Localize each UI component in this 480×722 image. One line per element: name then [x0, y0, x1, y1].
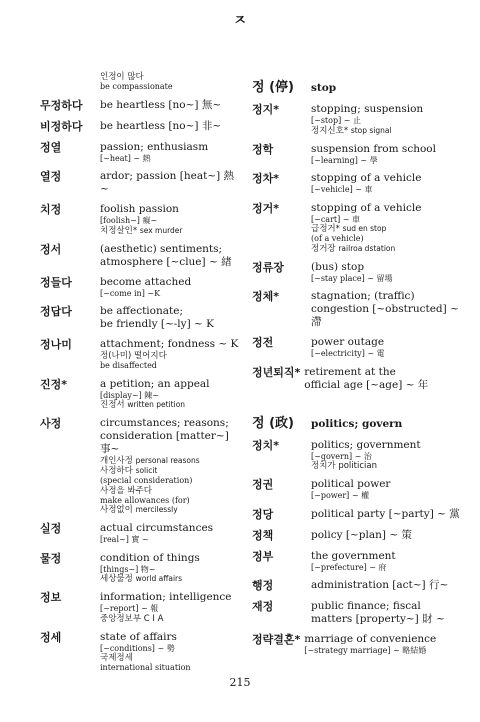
dictionary-entry: [252, 600, 462, 626]
entry-body: [100, 243, 240, 269]
entry-body: [311, 143, 462, 166]
dictionary-entry: [40, 276, 240, 299]
dictionary-entry: [40, 378, 240, 411]
entry-korean-example-text: 사정을 봐주다: [100, 485, 152, 496]
entry-note-text: make allowances (for): [100, 495, 190, 505]
entry-headword: 정학: [252, 142, 274, 156]
entry-headword: 재정: [252, 600, 274, 613]
entry-body: [311, 202, 462, 254]
entry-note: [311, 156, 462, 166]
entry-definition-text: be heartless [no~] 無~: [100, 98, 222, 111]
entry-headword: 정당: [252, 507, 274, 521]
entry-definition-text: suspension from school: [311, 142, 436, 155]
entry-korean-example: [100, 614, 240, 624]
entry-definition: [100, 552, 240, 565]
entry-body: [100, 99, 240, 113]
entry-definition-text: information; intelligence: [100, 591, 232, 603]
entry-definition: [311, 290, 462, 303]
entry-note-text: [~power] ~ 權: [311, 491, 370, 500]
entry-body: [311, 508, 462, 522]
example-gloss: solicit: [135, 466, 158, 475]
entry-korean-example-text: 급정거*: [311, 224, 340, 234]
entry-body: [100, 203, 240, 236]
entry-definition-text: be affectionate;: [100, 305, 183, 317]
entry-note: [100, 496, 240, 506]
entry-headword: 정체*: [252, 290, 280, 303]
entry-note: [100, 535, 240, 545]
entry-definition: [311, 508, 462, 521]
entry-definition-text: stopping of a vehicle: [311, 172, 422, 184]
example-gloss: mercilessly: [135, 505, 178, 514]
entry-note: [311, 215, 462, 225]
entry-definition: [100, 120, 240, 133]
entry-headword: [40, 72, 100, 92]
entry-headword: 비정하다: [40, 119, 83, 133]
entry-korean-example-text: 정거장: [311, 243, 336, 254]
entry-note-text: be compassionate: [100, 82, 173, 91]
entry-note-text: [things~] 物~: [100, 564, 156, 574]
dictionary-entry: [40, 591, 240, 624]
entry-note-text: [display~] 陳~: [100, 390, 159, 400]
entry-korean-example: [311, 224, 462, 234]
entry-headword: 정차*: [252, 172, 280, 185]
entry-korean-example: [100, 72, 240, 82]
dictionary-entry: [252, 633, 462, 656]
dictionary-entry: [252, 143, 462, 166]
entry-note: [100, 391, 240, 401]
entry-note: [311, 185, 462, 195]
dictionary-entry: [40, 72, 240, 92]
section-headword: 정 (政): [252, 415, 294, 431]
entry-note: [311, 349, 462, 359]
entry-definition-text: congestion [~obstructed] ~ 滯: [311, 303, 459, 328]
entry-body: [311, 579, 462, 593]
entry-korean-example-text: 국제정세: [100, 653, 133, 663]
entry-definition: [311, 143, 462, 156]
page-number: 215: [229, 676, 251, 689]
entry-definition-text: (aesthetic) sentiments;: [100, 242, 223, 255]
entry-note: [311, 234, 462, 244]
entry-body: [311, 103, 462, 136]
entry-korean-example-text: 중앙정보부 C I A: [100, 613, 164, 624]
entry-definition: [100, 256, 240, 269]
example-gloss: written petition: [127, 400, 186, 409]
entry-note-text: international situation: [100, 663, 191, 672]
example-gloss: personal reasons: [135, 456, 200, 465]
entry-body: [311, 550, 462, 573]
entry-note-text: [~strategy marriage] ~ 略結婚: [304, 646, 427, 655]
entry-definition: [311, 613, 462, 626]
section-gap: [252, 399, 462, 408]
entry-definition: [311, 336, 462, 349]
entry-note: [100, 565, 240, 575]
entry-korean-example: [100, 456, 240, 466]
entry-korean-example: [100, 351, 240, 361]
entry-definition-text: foolish passion: [100, 203, 179, 215]
entry-headword: 실정: [40, 522, 62, 535]
entry-body: [100, 378, 240, 411]
entry-definition: [311, 550, 462, 563]
dictionary-entry: [40, 141, 240, 164]
entry-definition-text: state of affairs: [100, 630, 177, 643]
entry-headword: 무정하다: [40, 98, 83, 112]
entry-definition-text: condition of things: [100, 551, 200, 564]
entry-korean-example-text: 정치가 politician: [311, 461, 377, 471]
entry-definition: [311, 579, 462, 592]
left-column: [40, 72, 240, 680]
entry-definition: [311, 303, 462, 329]
dictionary-entry: [252, 508, 462, 522]
entry-korean-example: [311, 244, 462, 254]
entry-headword: 정거*: [252, 201, 280, 215]
example-gloss: sex murder: [139, 225, 183, 235]
entry-note: [311, 274, 462, 284]
entry-korean-example: [311, 461, 462, 471]
entry-definition-text: passion; enthusiasm: [100, 140, 209, 153]
entry-headword: 정치*: [252, 438, 280, 452]
entry-definition-text: political party [~party] ~ 黨: [311, 507, 460, 520]
entry-definition-text: circumstances; reasons;: [100, 417, 229, 429]
entry-definition: [100, 591, 240, 604]
dictionary-entry: [252, 439, 462, 472]
entry-body: [100, 591, 240, 624]
entry-definition: [100, 318, 240, 331]
dictionary-entry: [40, 552, 240, 585]
entry-definition: [100, 522, 240, 535]
entry-definition: [311, 478, 462, 491]
entry-definition: [304, 379, 462, 392]
example-gloss: world affairs: [135, 574, 183, 583]
entry-korean-example-text: 정(나미) 떨어지다: [100, 351, 167, 361]
entry-headword: 정답다: [40, 305, 72, 318]
entry-note: [100, 154, 240, 164]
entry-headword: 정류장: [252, 260, 284, 274]
entry-body: [311, 478, 462, 501]
right-column: [252, 72, 462, 663]
entry-definition-text: consideration [matter~] 事~: [100, 430, 229, 455]
entry-definition-text: stopping; suspension: [311, 103, 424, 115]
entry-note: [311, 452, 462, 462]
entry-body: [100, 522, 240, 545]
entry-definition-text: stagnation; (traffic): [311, 290, 415, 302]
entry-definition: [304, 633, 462, 646]
entry-headword: 정부: [252, 549, 274, 563]
entry-definition-text: ardor; passion [heat~] 熱~: [100, 170, 235, 195]
entry-note: [311, 116, 462, 126]
entry-headword: 정전: [252, 336, 274, 349]
dictionary-entry: [252, 579, 462, 593]
entry-note-text: [~conditions] ~ 勢: [100, 643, 175, 653]
entry-korean-example-text: 인정이 많다: [100, 72, 144, 82]
entry-headword: 진정*: [40, 377, 68, 391]
entry-note: [100, 216, 240, 226]
entry-note: [100, 476, 240, 486]
entry-definition: [100, 430, 240, 456]
section-headword: 정 (停): [252, 80, 294, 95]
entry-definition-text: policy [~plan] ~ 策: [311, 528, 412, 541]
dictionary-entry: [252, 366, 462, 392]
entry-headword: 정권: [252, 478, 274, 491]
dictionary-entry: [252, 478, 462, 501]
entry-headword: 정보: [40, 591, 62, 604]
entry-definition: [311, 172, 462, 185]
entry-body: [100, 72, 240, 92]
entry-definition: [100, 243, 240, 256]
entry-headword: 정서: [40, 242, 62, 256]
entry-headword: 정들다: [40, 275, 72, 289]
dictionary-entry: [252, 172, 462, 195]
entry-headword: 정열: [40, 140, 62, 154]
dictionary-entry: [40, 99, 240, 113]
entry-headword: 정지*: [252, 103, 280, 116]
entry-definition: [311, 261, 462, 274]
entry-headword: 물정: [40, 551, 62, 565]
entry-definition-text: stopping of a vehicle: [311, 201, 422, 214]
entry-definition: [311, 600, 462, 613]
page-header: ㅈ: [233, 13, 247, 29]
entry-body: [311, 172, 462, 195]
entry-definition-text: marriage of convenience: [304, 633, 437, 645]
section-meaning: stop: [311, 82, 337, 94]
example-gloss: railroa dstation: [338, 243, 396, 253]
entry-definition-text: be friendly [~-ly] ~ K: [100, 318, 215, 330]
dictionary-entry: [252, 290, 462, 329]
entry-korean-example-text: 세상물정: [100, 574, 133, 584]
entry-korean-example: [100, 466, 240, 476]
entry-definition: [100, 305, 240, 318]
section-meaning: politics; govern: [311, 417, 403, 430]
entry-note-text: [~vehicle] ~ 車: [311, 185, 373, 194]
entry-note-text: [~stop] ~ 止: [311, 116, 361, 125]
entry-body: [311, 439, 462, 472]
entry-headword: 열정: [40, 170, 62, 183]
entry-note-text: be disaffected: [100, 361, 157, 370]
entry-note-text: [~learning] ~ 學: [311, 155, 378, 165]
entry-definition: [100, 631, 240, 644]
entry-definition-text: attachment; fondness ~ K: [100, 338, 239, 350]
entry-headword: 치정: [40, 203, 62, 216]
entry-body: [304, 366, 462, 392]
section-heading: [252, 76, 462, 95]
entry-korean-example-text: 진정서: [100, 400, 125, 410]
entry-body: [311, 261, 462, 284]
entry-note-text: [foolish~] 癡~: [100, 216, 158, 225]
entry-korean-example-text: 개인사정: [100, 456, 133, 466]
entry-korean-example: [100, 226, 240, 236]
dictionary-entry: [40, 338, 240, 371]
entry-definition-text: matters [property~] 財 ~: [311, 613, 445, 625]
dictionary-entry: [40, 522, 240, 545]
dictionary-entry: [252, 103, 462, 136]
dictionary-entry: [40, 305, 240, 331]
entry-definition-text: official age [~age] ~ 年: [304, 378, 429, 391]
entry-korean-example: [100, 653, 240, 663]
entry-note-text: [~stay place] ~ 留場: [311, 273, 393, 283]
entry-headword: 정년퇴직*: [252, 365, 301, 379]
entry-definition-text: be heartless [no~] 非~: [100, 119, 222, 132]
entry-body: [304, 633, 462, 656]
dictionary-entry: [252, 529, 462, 543]
entry-definition-text: politics; government: [311, 438, 421, 451]
entry-definition: [100, 276, 240, 289]
entry-definition-text: public finance; fiscal: [311, 600, 421, 612]
entry-note: [100, 82, 240, 92]
entry-note-text: [~cart] ~ 車: [311, 214, 361, 224]
entry-definition-text: actual circumstances: [100, 522, 214, 534]
entry-note: [100, 644, 240, 654]
dictionary-entry: [40, 631, 240, 673]
dictionary-entry: [40, 243, 240, 269]
entry-body: [100, 170, 240, 196]
entry-note-text: (special consideration): [100, 476, 193, 485]
entry-definition: [100, 338, 240, 351]
entry-body: [311, 529, 462, 543]
entry-headword: 정략결혼*: [252, 633, 301, 646]
entry-definition: [100, 99, 240, 112]
entry-note-text: (of a vehicle): [311, 234, 364, 243]
example-gloss: stop signal: [350, 125, 392, 135]
entry-note-text: [~prefecture] ~ 府: [311, 562, 387, 572]
entry-definition: [100, 203, 240, 216]
entry-korean-example-text: 치정살인*: [100, 225, 138, 236]
entry-note-text: [~electricity] ~ 電: [311, 349, 385, 358]
entry-definition: [311, 529, 462, 542]
entry-korean-example: [100, 505, 240, 515]
entry-body: [100, 417, 240, 515]
entry-body: [311, 290, 462, 329]
entry-definition-text: administration [act~] 行~: [311, 579, 449, 591]
entry-korean-example-text: 사정하다: [100, 466, 133, 476]
entry-definition: [100, 378, 240, 391]
dictionary-entry: [252, 550, 462, 573]
entry-headword: 행정: [252, 579, 274, 592]
entry-korean-example: [100, 574, 240, 584]
entry-korean-example: [100, 486, 240, 496]
entry-definition-text: become attached: [100, 275, 192, 288]
entry-definition-text: (bus) stop: [311, 260, 365, 273]
entry-body: [100, 338, 240, 371]
entry-body: [311, 600, 462, 626]
entry-note-text: [~report] ~ 報: [100, 604, 159, 613]
entry-definition: [100, 141, 240, 154]
entry-note: [100, 289, 240, 299]
entry-headword: 정나미: [40, 338, 72, 351]
entry-body: [100, 120, 240, 134]
example-gloss: sud en stop: [342, 224, 387, 233]
section-heading: [252, 412, 462, 431]
entry-definition-text: political power: [311, 478, 391, 490]
entry-headword: 사정: [40, 417, 62, 430]
entry-definition: [311, 103, 462, 116]
dictionary-entry: [252, 336, 462, 359]
entry-note-text: [~heat] ~ 熱: [100, 153, 151, 163]
entry-note: [100, 604, 240, 614]
entry-note: [304, 646, 462, 656]
entry-body: [100, 552, 240, 585]
entry-note: [100, 663, 240, 673]
entry-definition-text: a petition; an appeal: [100, 377, 210, 390]
entry-definition-text: retirement at the: [304, 365, 396, 378]
entry-note-text: [~govern] ~ 治: [311, 451, 372, 461]
entry-korean-example: [100, 400, 240, 410]
entry-definition-text: the government: [311, 549, 396, 562]
entry-definition: [311, 439, 462, 452]
entry-note: [100, 361, 240, 371]
dictionary-entry: [40, 417, 240, 515]
entry-definition: [311, 202, 462, 215]
dictionary-entry: [40, 120, 240, 134]
entry-definition: [100, 170, 240, 196]
entry-body: [100, 276, 240, 299]
dictionary-entry: [40, 170, 240, 196]
entry-definition: [304, 366, 462, 379]
dictionary-entry: [252, 261, 462, 284]
entry-body: [311, 336, 462, 359]
entry-body: [100, 141, 240, 164]
entry-note: [311, 563, 462, 573]
entry-definition-text: power outage: [311, 336, 385, 348]
entry-korean-example-text: 사정없이: [100, 505, 133, 515]
entry-body: [100, 305, 240, 331]
entry-note-text: [real~] 實 ~: [100, 535, 149, 544]
dictionary-entry: [252, 202, 462, 254]
entry-note: [311, 491, 462, 501]
entry-korean-example-text: 정지신호*: [311, 125, 349, 136]
entry-definition: [100, 417, 240, 430]
entry-note-text: [~come in] ~K: [100, 288, 161, 298]
entry-body: [100, 631, 240, 673]
entry-definition-text: atmosphere [~clue] ~ 緖: [100, 255, 232, 268]
entry-headword: 정세: [40, 630, 62, 644]
entry-korean-example: [311, 126, 462, 136]
dictionary-entry: [40, 203, 240, 236]
entry-headword: 정책: [252, 528, 274, 542]
